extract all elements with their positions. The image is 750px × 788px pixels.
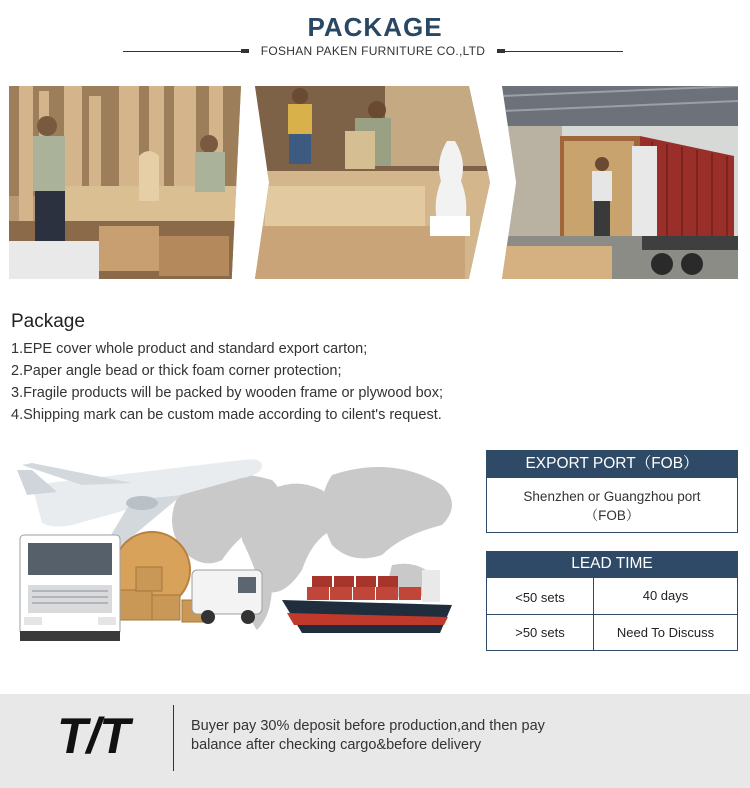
export-port-line: （FOB）: [584, 508, 640, 523]
export-port-line: Shenzhen or Guangzhou port: [523, 489, 701, 504]
workshop-photo: [9, 86, 241, 279]
page-title: PACKAGE: [307, 12, 443, 42]
tt-logo: T/T: [57, 708, 129, 764]
left-rule-dot: [241, 49, 249, 53]
export-port-box: [486, 477, 738, 533]
payment-band: [0, 694, 750, 788]
lead-time-table: [486, 577, 738, 651]
divider: [173, 705, 174, 771]
right-rule: [497, 51, 623, 52]
package-line: 2.Paper angle bead or thick foam corner protection;: [11, 363, 342, 379]
package-heading: Package: [11, 311, 85, 332]
lead-time-value: Need To Discuss: [616, 625, 715, 640]
package-line: 3.Fragile products will be packed by wooden frame or plywood box;: [11, 385, 444, 401]
logistics-illustration: [12, 455, 464, 647]
container-loading-photo: [502, 86, 738, 279]
lead-time-header: LEAD TIME: [486, 551, 738, 577]
payment-terms: [191, 717, 611, 755]
export-port-header: EXPORT PORT（FOB）: [486, 450, 738, 477]
company-name: FOSHAN PAKEN FURNITURE CO.,LTD: [260, 44, 486, 58]
left-rule: [123, 51, 249, 52]
payment-line: balance after checking cargo&before delivery: [191, 737, 482, 753]
lead-time-qty: <50 sets: [487, 578, 594, 615]
payment-line: Buyer pay 30% deposit before production,and then pay: [191, 718, 545, 734]
packing-photo: [255, 86, 490, 279]
package-line: 1.EPE cover whole product and standard export carton;: [11, 341, 368, 357]
subtitle-row: [123, 44, 623, 60]
lead-time-qty: >50 sets: [487, 615, 594, 650]
package-line: 4.Shipping mark can be custom made according to cilent's request.: [11, 407, 442, 423]
lead-time-value: 40 days: [594, 578, 737, 615]
